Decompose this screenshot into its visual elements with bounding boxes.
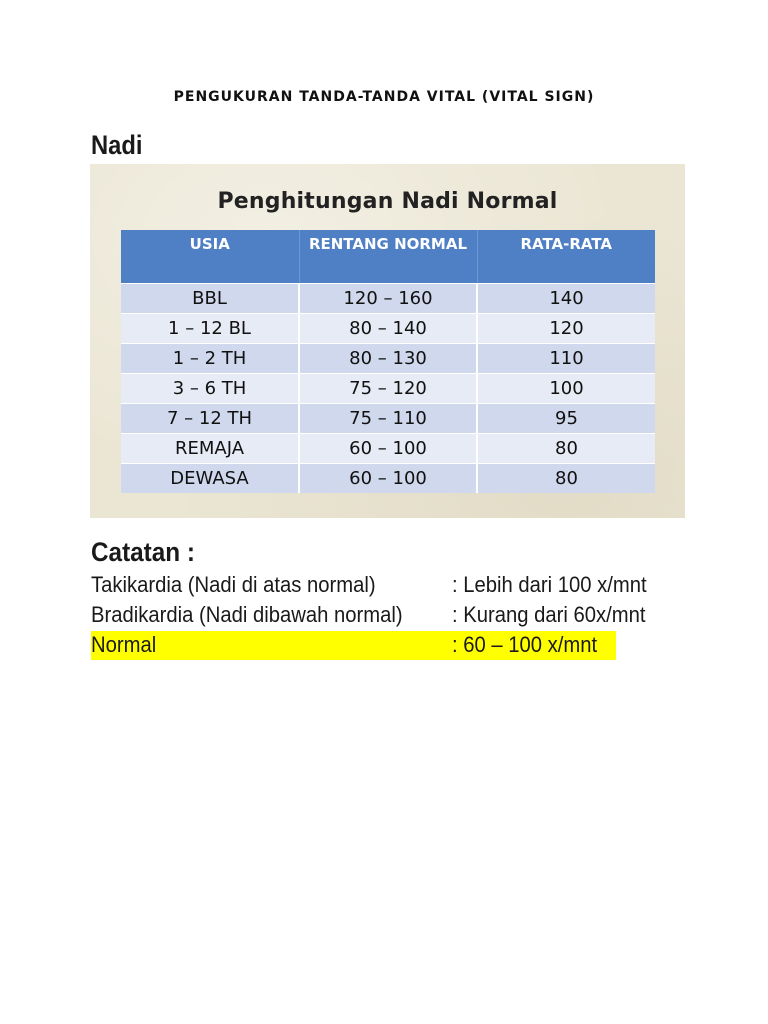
pulse-rate-figure [90, 164, 685, 518]
cell-rata-rata: 100 [477, 374, 655, 404]
note-normal [91, 630, 616, 660]
cell-usia: DEWASA [121, 464, 299, 494]
figure-title: Penghitungan Nadi Normal [217, 189, 558, 214]
cell-rata-rata: 120 [477, 314, 655, 344]
cell-usia: BBL [121, 284, 299, 314]
note-value: : Lebih dari 100 x/mnt [452, 572, 647, 597]
cell-rata-rata: 140 [477, 284, 655, 314]
table-row [121, 284, 655, 314]
header-rentang-normal: RENTANG NORMAL [299, 230, 477, 284]
table-row [121, 434, 655, 464]
cell-usia: REMAJA [121, 434, 299, 464]
cell-rata-rata: 80 [477, 464, 655, 494]
note-term: Normal [91, 632, 157, 657]
note-value: : Kurang dari 60x/mnt [452, 602, 646, 627]
header-rata-rata: RATA-RATA [477, 230, 655, 284]
note-takikardia [91, 570, 651, 600]
cell-rata-rata: 80 [477, 434, 655, 464]
note-value: : 60 – 100 x/mnt [452, 632, 598, 657]
cell-usia: 1 – 12 BL [121, 314, 299, 344]
cell-rentang: 75 – 110 [299, 404, 477, 434]
table-row [121, 464, 655, 494]
cell-usia: 3 – 6 TH [121, 374, 299, 404]
cell-rentang: 80 – 130 [299, 344, 477, 374]
table-row [121, 344, 655, 374]
table-row [121, 404, 655, 434]
note-term: Bradikardia (Nadi dibawah normal) [91, 602, 403, 627]
cell-rata-rata: 95 [477, 404, 655, 434]
cell-rentang: 120 – 160 [299, 284, 477, 314]
header-usia: USIA [121, 230, 299, 284]
note-bradikardia [91, 600, 651, 630]
section-heading-nadi: Nadi [91, 130, 143, 160]
cell-usia: 7 – 12 TH [121, 404, 299, 434]
cell-rata-rata: 110 [477, 344, 655, 374]
page-title: PENGUKURAN TANDA-TANDA VITAL (VITAL SIGN) [173, 89, 595, 105]
table-row [121, 314, 655, 344]
cell-rentang: 60 – 100 [299, 434, 477, 464]
cell-usia: 1 – 2 TH [121, 344, 299, 374]
table-row [121, 374, 655, 404]
note-term: Takikardia (Nadi di atas normal) [91, 572, 376, 597]
pulse-rate-table [121, 230, 655, 493]
cell-rentang: 60 – 100 [299, 464, 477, 494]
cell-rentang: 80 – 140 [299, 314, 477, 344]
table-header-row [121, 230, 655, 284]
notes-heading: Catatan : [91, 537, 195, 567]
cell-rentang: 75 – 120 [299, 374, 477, 404]
